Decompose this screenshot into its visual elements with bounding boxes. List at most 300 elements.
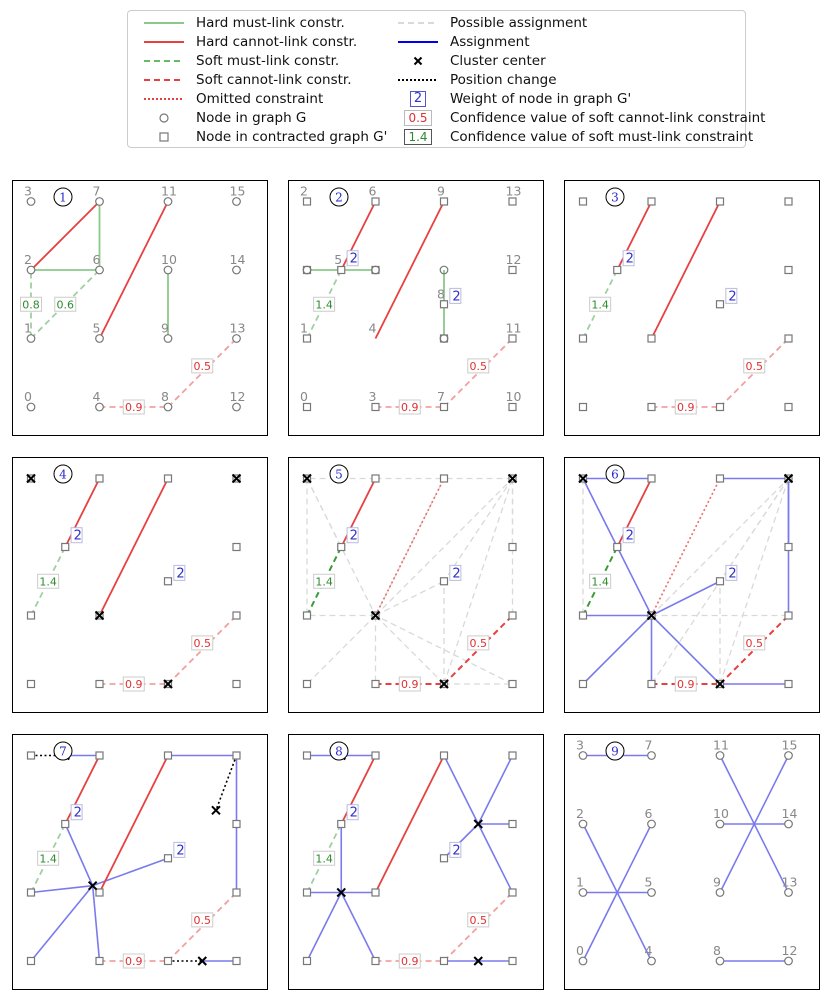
node-gprime bbox=[233, 612, 240, 619]
node-gp-legend-key bbox=[142, 128, 186, 146]
node-gprime bbox=[372, 889, 379, 896]
edge-hard-cannot bbox=[652, 202, 721, 339]
confidence-label: 1.4 bbox=[39, 575, 57, 589]
node-g bbox=[96, 266, 104, 274]
node-gprime bbox=[509, 544, 516, 551]
edge-assign-faint bbox=[93, 886, 100, 961]
node-label: 0 bbox=[300, 389, 308, 404]
confidence-label: 0.9 bbox=[125, 955, 143, 968]
edge-assign-faint bbox=[444, 756, 478, 825]
conf-cannot-legend-key bbox=[396, 109, 440, 127]
node-gprime bbox=[441, 404, 448, 411]
node-gprime bbox=[580, 404, 587, 411]
node-gprime bbox=[62, 544, 69, 551]
edge-assign-faint bbox=[65, 824, 92, 886]
node-gprime bbox=[304, 335, 311, 342]
node-g bbox=[648, 889, 656, 897]
panel-4-graph bbox=[13, 458, 267, 712]
edge-hard-cannot bbox=[100, 202, 169, 339]
panel-number: 4 bbox=[59, 467, 67, 482]
node-label: 5 bbox=[644, 874, 653, 890]
node-g bbox=[164, 266, 172, 274]
node-gprime bbox=[441, 475, 448, 482]
assign-legend-symbol bbox=[396, 33, 440, 51]
node-gprime bbox=[233, 544, 240, 551]
node-g bbox=[716, 957, 724, 965]
legend-label: Possible assignment bbox=[450, 15, 588, 31]
confidence-label: 1.4 bbox=[315, 575, 333, 589]
node-label: 0 bbox=[576, 943, 584, 958]
legend-badge: 2 bbox=[410, 91, 426, 107]
node-gprime bbox=[372, 475, 379, 482]
weight-label: 2 bbox=[728, 566, 737, 582]
node-g bbox=[785, 889, 793, 897]
node-label: 13 bbox=[781, 874, 798, 890]
node-gprime bbox=[372, 752, 379, 759]
assign-legend-key bbox=[396, 33, 440, 51]
node-gprime bbox=[304, 889, 311, 896]
node-gprime bbox=[785, 612, 792, 619]
node-gprime bbox=[372, 198, 379, 205]
node-g bbox=[716, 820, 724, 828]
node-label: 4 bbox=[368, 320, 377, 336]
node-g bbox=[27, 266, 35, 274]
node-label: 9 bbox=[713, 874, 721, 890]
edge-assign-faint bbox=[341, 893, 375, 962]
node-gprime bbox=[648, 681, 655, 688]
node-label: 12 bbox=[229, 389, 246, 404]
node-gprime bbox=[717, 578, 724, 585]
node-gprime bbox=[233, 958, 240, 965]
weight-label: 2 bbox=[349, 528, 358, 544]
node-gprime bbox=[28, 612, 35, 619]
panel-3 bbox=[564, 180, 820, 436]
panel-number: 8 bbox=[335, 744, 343, 759]
node-gprime bbox=[28, 958, 35, 965]
node-gprime bbox=[509, 404, 516, 411]
node-gprime bbox=[580, 335, 587, 342]
weight-label: 2 bbox=[349, 251, 358, 267]
panel-3-graph bbox=[565, 181, 819, 435]
panel-2-graph bbox=[289, 181, 543, 435]
node-gprime bbox=[372, 404, 379, 411]
legend-item-poschange bbox=[396, 71, 557, 89]
node-gprime bbox=[441, 752, 448, 759]
legend-item-possible bbox=[396, 14, 587, 32]
node-g bbox=[27, 335, 35, 343]
confidence-label: 0.9 bbox=[677, 678, 695, 691]
legend-item-soft-must bbox=[142, 52, 339, 70]
node-label: 8 bbox=[713, 943, 721, 958]
poschange-legend-symbol bbox=[396, 71, 440, 89]
node-gprime bbox=[304, 958, 311, 965]
node-gprime bbox=[96, 681, 103, 688]
node-gprime bbox=[441, 198, 448, 205]
node-g bbox=[785, 820, 793, 828]
confidence-label: 0.9 bbox=[125, 678, 143, 691]
node-gprime bbox=[338, 544, 345, 551]
node-label: 15 bbox=[229, 183, 246, 199]
node-label: 6 bbox=[644, 806, 653, 821]
node-gprime bbox=[233, 889, 240, 896]
confidence-label: 1.4 bbox=[39, 852, 57, 866]
node-g bbox=[648, 820, 656, 828]
node-gprime bbox=[509, 267, 516, 274]
node-gprime bbox=[165, 855, 172, 862]
node-gprime bbox=[304, 612, 311, 619]
edge-assign-faint bbox=[652, 581, 721, 615]
weight-label: 2 bbox=[625, 528, 634, 544]
position-change-line bbox=[216, 756, 237, 811]
node-g bbox=[27, 403, 35, 411]
legend-label: Soft cannot-link constr. bbox=[196, 72, 352, 88]
node-label: 1 bbox=[300, 320, 308, 336]
node-gprime bbox=[96, 475, 103, 482]
hard-cannot-legend-key bbox=[142, 33, 186, 51]
node-gprime bbox=[441, 301, 448, 308]
legend-item-hard-must bbox=[142, 14, 345, 32]
node-gprime bbox=[580, 198, 587, 205]
legend-badge: 1.4 bbox=[404, 129, 431, 145]
node-gprime bbox=[648, 335, 655, 342]
node-g bbox=[648, 752, 656, 760]
edge-hard-cannot bbox=[376, 756, 445, 893]
edge-omitted bbox=[652, 479, 721, 616]
node-gprime bbox=[717, 404, 724, 411]
panel-number: 6 bbox=[611, 467, 619, 482]
node-gprime bbox=[509, 198, 516, 205]
confidence-label: 0.8 bbox=[22, 298, 40, 312]
node-gprime bbox=[441, 578, 448, 585]
legend-item-assign bbox=[396, 33, 529, 51]
node-gprime bbox=[509, 612, 516, 619]
node-gprime bbox=[28, 681, 35, 688]
node-label: 1 bbox=[576, 874, 584, 890]
node-gprime bbox=[28, 889, 35, 896]
possible-legend-symbol bbox=[396, 14, 440, 32]
node-g bbox=[164, 198, 172, 206]
weight-label: 2 bbox=[452, 289, 461, 305]
node-label: 9 bbox=[161, 320, 169, 336]
panel-5 bbox=[288, 457, 544, 713]
node-gprime bbox=[441, 855, 448, 862]
weight-label: 2 bbox=[176, 843, 185, 859]
panel-1-graph bbox=[13, 181, 267, 435]
node-label: 3 bbox=[24, 183, 32, 199]
weight-label: 2 bbox=[728, 289, 737, 305]
legend-label: Assignment bbox=[450, 34, 530, 50]
legend-label: Hard cannot-link constr. bbox=[196, 34, 358, 50]
node-label: 7 bbox=[92, 183, 101, 199]
weight-label: 2 bbox=[349, 805, 358, 821]
legend-label: Weight of node in graph G' bbox=[450, 91, 632, 107]
node-g bbox=[27, 198, 35, 206]
edge-hard-cannot bbox=[100, 756, 169, 893]
confidence-label: 0.5 bbox=[469, 913, 487, 927]
confidence-label: 0.9 bbox=[677, 401, 695, 414]
legend-item-omitted bbox=[142, 90, 323, 108]
legend-label: Hard must-link constr. bbox=[196, 15, 345, 31]
node-gprime bbox=[785, 544, 792, 551]
edge-possible bbox=[376, 581, 445, 615]
weight-label: 2 bbox=[452, 843, 461, 859]
node-label: 8 bbox=[161, 389, 169, 404]
node-label: 2 bbox=[24, 252, 32, 267]
legend-label: Omitted constraint bbox=[196, 91, 324, 107]
node-gprime bbox=[785, 198, 792, 205]
node-label: 0 bbox=[24, 389, 32, 404]
node-g bbox=[233, 198, 241, 206]
node-gprime bbox=[648, 198, 655, 205]
weight-label: 2 bbox=[73, 528, 82, 544]
hard_must-legend-symbol bbox=[142, 14, 186, 32]
node-label: 2 bbox=[300, 183, 308, 199]
node-gprime bbox=[509, 889, 516, 896]
node-label: 4 bbox=[92, 389, 101, 404]
node-g bbox=[233, 266, 241, 274]
confidence-label: 1.4 bbox=[591, 298, 609, 312]
confidence-label: 0.5 bbox=[193, 913, 211, 927]
panel-number: 9 bbox=[611, 744, 619, 759]
panel-6-graph bbox=[565, 458, 819, 712]
node-gprime bbox=[648, 475, 655, 482]
node-g bbox=[785, 752, 793, 760]
weight-label: 2 bbox=[176, 566, 185, 582]
edge-assign-faint bbox=[31, 886, 93, 961]
node-gprime bbox=[372, 681, 379, 688]
node-gprime bbox=[509, 958, 516, 965]
soft-cannot-legend-key bbox=[142, 71, 186, 89]
edge-possible bbox=[376, 479, 513, 616]
panel-9-graph bbox=[565, 735, 819, 989]
legend-label: Node in contracted graph G' bbox=[196, 129, 388, 145]
node-gprime bbox=[785, 681, 792, 688]
node-gprime bbox=[165, 752, 172, 759]
node-label: 3 bbox=[576, 737, 584, 753]
legend-item-hard-cannot bbox=[142, 33, 357, 51]
confidence-label: 1.4 bbox=[591, 575, 609, 589]
node-gprime bbox=[614, 544, 621, 551]
node-label: 3 bbox=[368, 389, 377, 404]
node-g bbox=[785, 957, 793, 965]
weight-legend-key bbox=[396, 90, 440, 108]
node-label: 13 bbox=[229, 320, 246, 336]
node-gprime bbox=[717, 198, 724, 205]
possible-legend-key bbox=[396, 14, 440, 32]
panel-number: 5 bbox=[335, 467, 343, 482]
panel-2 bbox=[288, 180, 544, 436]
node-gprime bbox=[304, 404, 311, 411]
panel-4 bbox=[12, 457, 268, 713]
node-label: 6 bbox=[92, 252, 101, 267]
confidence-label: 0.6 bbox=[56, 298, 74, 312]
node-gprime bbox=[338, 267, 345, 274]
node-gprime bbox=[96, 889, 103, 896]
edge-assign-faint bbox=[583, 616, 652, 685]
panel-7-graph bbox=[13, 735, 267, 989]
panel-7 bbox=[12, 734, 268, 990]
node-g bbox=[164, 403, 172, 411]
node-gprime bbox=[509, 821, 516, 828]
legend-label: Node in graph G bbox=[196, 110, 307, 126]
node-gprime bbox=[509, 335, 516, 342]
edge-assign-faint bbox=[93, 858, 168, 885]
node-g bbox=[96, 198, 104, 206]
confidence-label: 0.5 bbox=[193, 636, 211, 650]
node-label: 6 bbox=[368, 183, 377, 199]
node-gprime bbox=[509, 681, 516, 688]
node-gprime bbox=[28, 752, 35, 759]
edge-possible bbox=[307, 616, 376, 685]
legend-item-conf-must bbox=[396, 128, 753, 146]
legend-label: Confidence value of soft cannot-link constraint bbox=[450, 110, 766, 126]
legend-item-node-g bbox=[142, 109, 306, 127]
node-gprime bbox=[165, 958, 172, 965]
node-gprime bbox=[233, 752, 240, 759]
node-gprime bbox=[233, 821, 240, 828]
node-label: 1 bbox=[24, 320, 32, 336]
node-g bbox=[96, 335, 104, 343]
legend-badge: 0.5 bbox=[404, 110, 431, 126]
soft-must-legend-key bbox=[142, 52, 186, 70]
weight-label: 2 bbox=[625, 251, 634, 267]
node-gprime bbox=[509, 752, 516, 759]
node-g bbox=[233, 403, 241, 411]
node-label: 12 bbox=[781, 943, 798, 958]
panel-5-graph bbox=[289, 458, 543, 712]
node-g bbox=[579, 820, 587, 828]
soft_must-legend-symbol bbox=[142, 52, 186, 70]
confidence-label: 0.9 bbox=[401, 955, 419, 968]
node-g bbox=[648, 957, 656, 965]
edge-assign-faint bbox=[478, 756, 512, 825]
node-label: 5 bbox=[92, 320, 101, 336]
node-gprime bbox=[304, 681, 311, 688]
panel-8 bbox=[288, 734, 544, 990]
node-label: 4 bbox=[644, 943, 653, 958]
node-gprime bbox=[785, 267, 792, 274]
node-g bbox=[233, 335, 241, 343]
panel-number: 1 bbox=[59, 190, 67, 205]
node-gprime bbox=[165, 578, 172, 585]
node-label: 13 bbox=[505, 183, 522, 199]
node-gprime bbox=[614, 267, 621, 274]
edge-assign-faint bbox=[652, 616, 721, 685]
legend-item-soft-cannot bbox=[142, 71, 352, 89]
node-label: 7 bbox=[644, 737, 653, 753]
panel-number: 2 bbox=[335, 190, 343, 205]
legend-label: Cluster center bbox=[450, 53, 546, 69]
node-gprime bbox=[338, 821, 345, 828]
confidence-label: 0.5 bbox=[469, 359, 487, 373]
node-label: 10 bbox=[505, 389, 522, 404]
node-label: 7 bbox=[437, 389, 445, 404]
node-gprime bbox=[785, 404, 792, 411]
confidence-label: 0.9 bbox=[401, 678, 419, 691]
node-label: 11 bbox=[505, 320, 522, 336]
node-label: 2 bbox=[576, 806, 584, 821]
node-g bbox=[96, 403, 104, 411]
node-gprime bbox=[580, 681, 587, 688]
node-label: 15 bbox=[781, 737, 798, 753]
weight-label: 2 bbox=[73, 805, 82, 821]
node-gprime bbox=[96, 958, 103, 965]
node-g-legend-key bbox=[142, 109, 186, 127]
node-label: 12 bbox=[505, 252, 522, 267]
legend-label: Position change bbox=[450, 72, 557, 88]
confidence-label: 0.9 bbox=[125, 401, 143, 414]
legend-label: Soft must-link constr. bbox=[196, 53, 340, 69]
hard_cannot-legend-symbol bbox=[142, 33, 186, 51]
node-g bbox=[164, 335, 172, 343]
panel-number: 3 bbox=[611, 190, 619, 205]
node-gprime bbox=[165, 475, 172, 482]
node-gprime bbox=[580, 612, 587, 619]
node-label: 14 bbox=[229, 252, 246, 267]
node-label: 5 bbox=[334, 252, 343, 267]
confidence-label: 0.5 bbox=[469, 636, 487, 650]
legend-label: Confidence value of soft must-link constraint bbox=[450, 129, 754, 145]
weight-label: 2 bbox=[452, 566, 461, 582]
node-g bbox=[716, 752, 724, 760]
edge-assign-faint bbox=[478, 824, 512, 893]
legend-item-center bbox=[396, 52, 546, 70]
node-label: 9 bbox=[437, 183, 445, 199]
cluster-center-icon bbox=[212, 806, 220, 814]
omitted-legend-symbol bbox=[142, 90, 186, 108]
node-g bbox=[579, 957, 587, 965]
node-gprime bbox=[62, 821, 69, 828]
node-g bbox=[716, 889, 724, 897]
node-gprime bbox=[304, 752, 311, 759]
center-legend-symbol bbox=[396, 52, 440, 70]
node-gprime bbox=[441, 958, 448, 965]
edge-hard-cannot bbox=[100, 479, 169, 616]
omitted-legend-key bbox=[142, 90, 186, 108]
panel-9 bbox=[564, 734, 820, 990]
legend bbox=[127, 10, 766, 148]
confidence-label: 0.9 bbox=[401, 401, 419, 414]
node-gprime bbox=[233, 681, 240, 688]
edge-possible bbox=[652, 479, 789, 616]
confidence-label: 1.4 bbox=[315, 298, 333, 312]
node-gprime bbox=[717, 301, 724, 308]
node_g-legend-symbol bbox=[142, 109, 186, 127]
center-legend-key bbox=[396, 52, 440, 70]
panel-8-graph bbox=[289, 735, 543, 989]
legend-item-weight bbox=[396, 90, 631, 108]
node-label: 10 bbox=[713, 806, 729, 821]
node-label: 11 bbox=[713, 737, 729, 753]
node-label: 11 bbox=[161, 183, 177, 199]
poschange-legend-key bbox=[396, 71, 440, 89]
panel-number: 7 bbox=[59, 744, 67, 759]
confidence-label: 0.5 bbox=[745, 636, 763, 650]
node-label: 14 bbox=[781, 806, 798, 821]
node-gprime bbox=[717, 475, 724, 482]
confidence-label: 1.4 bbox=[315, 852, 333, 866]
edge-assign-faint bbox=[583, 479, 617, 548]
node_gp-legend-symbol bbox=[142, 128, 186, 146]
edge-assign-faint bbox=[307, 893, 341, 962]
edge-hard-cannot bbox=[31, 202, 100, 271]
edge-hard-cannot bbox=[376, 202, 445, 339]
node-gprime bbox=[785, 335, 792, 342]
node-gprime bbox=[648, 404, 655, 411]
edge-assign-faint bbox=[31, 886, 93, 893]
legend-item-node-gp bbox=[142, 128, 387, 146]
conf-must-legend-key bbox=[396, 128, 440, 146]
